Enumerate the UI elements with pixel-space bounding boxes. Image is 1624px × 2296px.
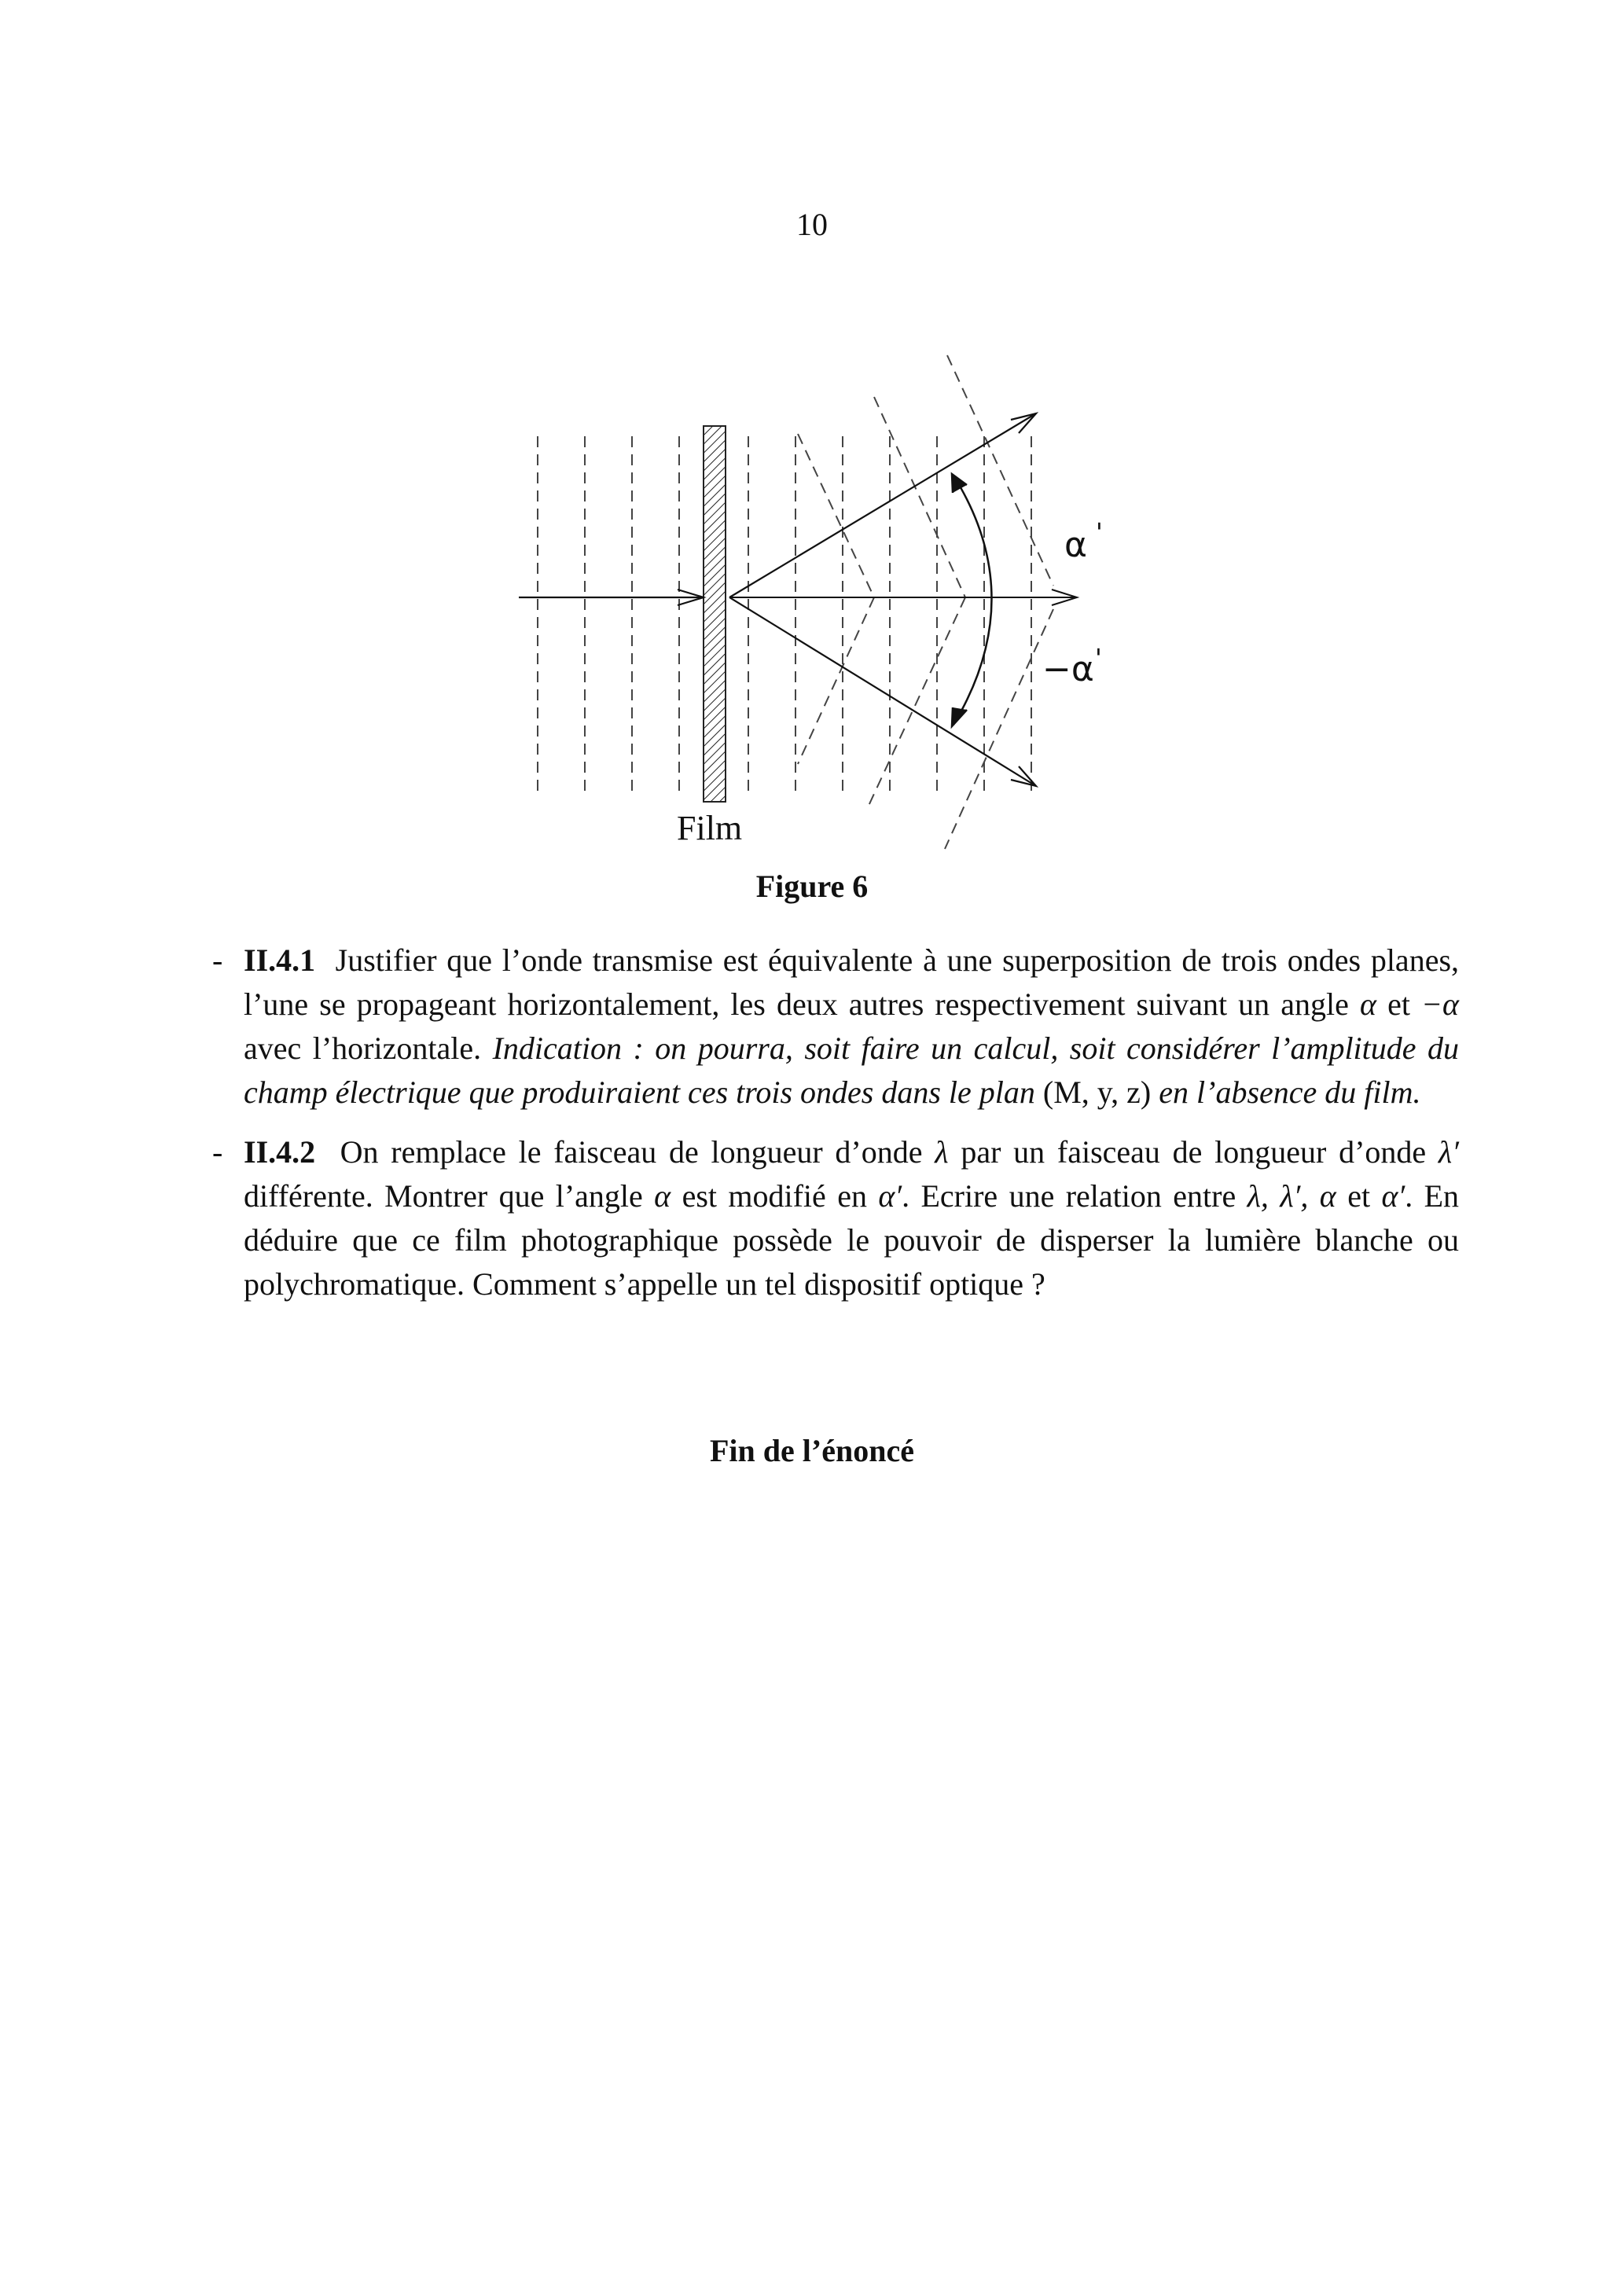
math-alpha: α [654,1178,671,1214]
question-text: est modifié en [682,1178,867,1214]
math-relation-vars: λ, λ′, α [1247,1178,1336,1214]
math-alpha: α [1359,986,1376,1022]
math-plane: (M, y, z) [1042,1075,1152,1110]
alpha-prime-mark: ' [1096,517,1103,547]
math-minus-alpha: −α [1421,986,1460,1022]
film-plate [704,426,726,802]
figure-caption: Figure 6 [755,869,869,904]
minus-alpha-prime-mark: ' [1095,643,1102,673]
minus-alpha-prime-label: −α [1042,649,1094,689]
indication-text-end: en l’absence du film. [1159,1075,1421,1110]
question-id: II.4.2 [244,1134,316,1170]
question-bullet: - [212,1134,223,1170]
math-alpha-prime: α′ [878,1178,902,1214]
indication-text: Indication : on pourra, soit faire un calcul, soit considérer l’amplitude du champ électrique que produiraient ces trois ondes dans le plan [244,1030,1460,1110]
question-text: Justifier que l’onde transmise est équivalente à une superposition de trois ondes planes, l’une se propageant horizontalement, les deux autres respectivement suivant un angle [244,942,1460,1022]
central-beam-arrow [729,590,1077,605]
math-lambda-prime: λ′ [1438,1134,1459,1170]
question-bullet: - [212,942,223,978]
alpha-prime-label: α [1064,525,1088,565]
angle-arc-arrow [952,474,992,726]
transmitted-wavefronts [748,436,1031,795]
incident-wavefronts [538,436,679,795]
figure-6-diagram [0,0,1624,880]
page-number: 10 [796,207,828,242]
math-alpha-prime-2: α′ [1381,1178,1405,1214]
end-of-statement: Fin de l’énoncé [710,1433,914,1468]
question-text: . Ecrire une relation entre [902,1178,1236,1214]
question-body [244,1130,1459,1306]
question-text: On remplace le faisceau de longueur d’onde [340,1134,923,1170]
question-text: et [1347,1178,1371,1214]
question-II-4-2 [212,1130,1459,1306]
film-label: Film [677,809,743,847]
question-text-after: avec l’horizontale. [244,1030,482,1066]
math-lambda: λ [935,1134,949,1170]
question-II-4-1 [212,939,1459,1115]
question-body [244,939,1459,1115]
question-text: différente. Montrer que l’angle [244,1178,643,1214]
question-text: . En déduire que ce film photographique possède le pouvoir de disperser la lumière blanche ou polychromatique. Comment s’appelle un tel dispositif optique ? [244,1178,1460,1302]
question-id: II.4.1 [244,942,316,978]
question-text: par un faisceau de longueur d’onde [961,1134,1427,1170]
incident-beam-arrow [519,590,704,605]
oblique-wavefronts [798,355,1053,849]
question-text-and: et [1387,986,1410,1022]
